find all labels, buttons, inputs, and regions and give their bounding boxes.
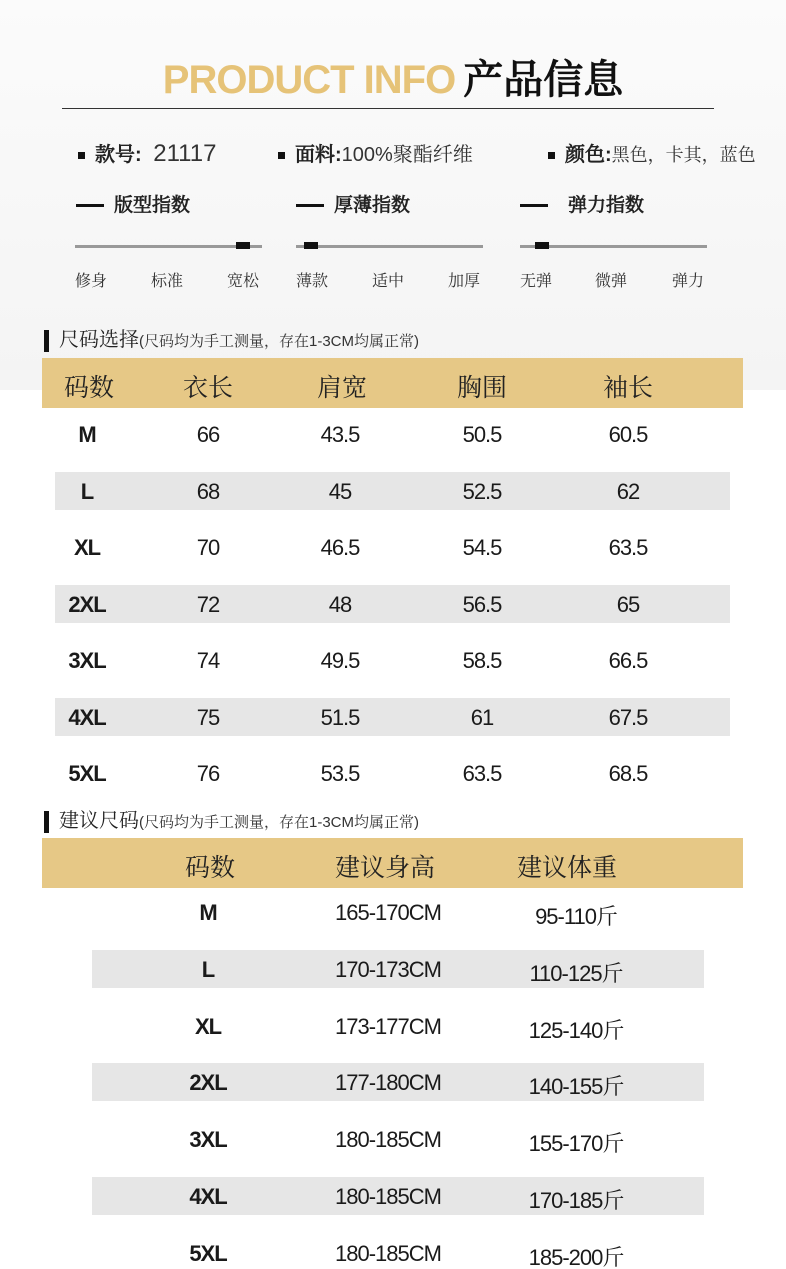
table-cell: 63.5 [608, 535, 648, 560]
table-cell: 45 [328, 478, 352, 504]
size-cell: 4XL [189, 1184, 227, 1209]
table-cell: 180-185CM [335, 1240, 441, 1266]
gauge-label: 微弹 [595, 273, 628, 290]
size-cell: XL [194, 1013, 222, 1039]
info-value: 100%聚酯纤维 [341, 144, 473, 166]
gauge-label: 适中 [372, 273, 405, 290]
table-cell: 51.5 [320, 704, 360, 730]
bullet-icon [78, 152, 85, 159]
table-row [92, 1234, 704, 1269]
size-cell: 3XL [189, 1127, 227, 1153]
table-cell: 185-200斤 [528, 1244, 624, 1269]
title-english: PRODUCT INFO [162, 58, 456, 102]
gauge-label: 宽松 [227, 273, 260, 290]
size-cell: L [80, 478, 94, 504]
table-row [55, 754, 730, 792]
table-cell: 53.5 [320, 761, 360, 786]
size-cell: 5XL [189, 1240, 227, 1266]
page-title [0, 48, 786, 105]
size-cell: 2XL [189, 1070, 227, 1096]
gauge-title-text: 厚薄指数 [334, 195, 411, 216]
table-cell: 180-185CM [335, 1127, 441, 1153]
size-cell: XL [73, 535, 101, 560]
table-cell: 125-140斤 [528, 1017, 624, 1043]
info-style-no [78, 138, 216, 168]
table-cell: 61 [470, 704, 494, 730]
gauge-track [75, 245, 262, 248]
info-fabric [278, 138, 473, 167]
table-row [92, 893, 704, 931]
table-row [92, 1177, 704, 1215]
bullet-icon [548, 152, 555, 159]
dash-icon [76, 204, 104, 207]
gauge-track [296, 245, 483, 248]
gauge-label: 修身 [75, 273, 108, 290]
section-note: (尺码均为手工测量，存在1-3CM均属正常) [139, 333, 419, 350]
table-cell: 62 [616, 478, 640, 504]
table-row [55, 641, 730, 679]
title-divider [62, 108, 714, 109]
table-cell: 52.5 [462, 478, 502, 504]
table-cell: 49.5 [320, 648, 360, 673]
table-cell: 67.5 [608, 704, 648, 730]
info-label: 面料: [295, 144, 342, 166]
info-value: 黑色，卡其，蓝色 [611, 145, 756, 165]
table-cell: 76 [196, 761, 220, 786]
info-value: 21117 [153, 140, 217, 167]
gauge-title [76, 190, 190, 217]
column-header: 码数 [63, 374, 115, 402]
table-cell: 177-180CM [335, 1070, 441, 1096]
table-cell: 68.5 [608, 761, 648, 786]
section-title-text: 尺码选择 [59, 329, 139, 351]
suggest-section-title [44, 804, 419, 833]
table-cell: 155-170斤 [528, 1131, 624, 1157]
table-cell: 68 [196, 478, 220, 504]
table-row [55, 585, 730, 623]
table-cell: 58.5 [462, 648, 502, 673]
size-cell: 2XL [68, 591, 106, 617]
table-row [55, 472, 730, 510]
gauge-marker [236, 242, 250, 249]
bullet-icon [278, 152, 285, 159]
section-bar-icon [44, 811, 49, 833]
column-header: 衣长 [182, 374, 234, 402]
table-row [92, 1063, 704, 1101]
size-cell: 3XL [68, 648, 106, 673]
table-cell: 70 [196, 535, 220, 560]
gauge-label: 弹力 [672, 273, 705, 290]
table-row [55, 528, 730, 566]
table-cell: 170-185斤 [528, 1188, 624, 1213]
table-cell: 66.5 [608, 648, 648, 673]
size-cell: 5XL [68, 761, 106, 786]
table-cell: 75 [196, 704, 220, 730]
gauge-label: 加厚 [448, 273, 481, 290]
gauge-title [296, 190, 410, 217]
table-cell: 110-125斤 [529, 960, 623, 986]
table-cell: 48 [328, 591, 352, 617]
dash-icon [296, 204, 324, 207]
table-cell: 60.5 [608, 422, 648, 447]
info-label: 颜色: [565, 144, 612, 166]
info-label: 款号: [95, 144, 142, 166]
table-cell: 43.5 [320, 422, 360, 447]
gauge-label: 薄款 [296, 273, 329, 290]
gauge-marker [304, 242, 318, 249]
table-cell: 46.5 [320, 535, 360, 560]
table-cell: 180-185CM [335, 1184, 441, 1209]
size-table-header [42, 358, 743, 408]
info-color [548, 138, 756, 167]
size-cell: M [199, 900, 217, 925]
table-cell: 140-155斤 [528, 1074, 624, 1100]
size-section-title [44, 323, 419, 352]
gauge-title [520, 190, 644, 217]
column-header: 建议身高 [334, 854, 436, 882]
column-header: 肩宽 [316, 374, 368, 402]
column-header: 码数 [184, 854, 236, 882]
table-cell: 63.5 [462, 761, 502, 786]
table-cell: 170-173CM [335, 956, 441, 982]
table-cell: 74 [196, 648, 220, 673]
size-cell: M [78, 422, 96, 447]
title-chinese: 产品信息 [463, 58, 624, 102]
gauge-title-text: 版型指数 [114, 195, 191, 216]
table-row [92, 950, 704, 988]
dash-icon [520, 204, 548, 207]
table-cell: 56.5 [462, 591, 502, 617]
size-cell: L [201, 956, 215, 982]
column-header: 胸围 [456, 374, 508, 402]
column-header: 建议体重 [516, 854, 618, 882]
gauge-title-text: 弹力指数 [568, 195, 645, 216]
section-title-text: 建议尺码 [59, 810, 139, 832]
table-cell: 165-170CM [335, 900, 441, 925]
gauge-marker [535, 242, 549, 249]
table-cell: 54.5 [462, 535, 502, 560]
table-row [92, 1120, 704, 1158]
gauge-label: 无弹 [520, 273, 553, 290]
table-cell: 72 [196, 591, 220, 617]
column-header: 袖长 [602, 374, 654, 402]
table-cell: 50.5 [462, 422, 502, 447]
table-row [92, 1007, 704, 1045]
suggest-table-header [42, 838, 743, 888]
size-cell: 4XL [68, 704, 106, 730]
table-cell: 65 [616, 591, 640, 617]
gauge-label: 标准 [151, 273, 184, 290]
table-row [55, 415, 730, 453]
table-cell: 66 [196, 422, 220, 447]
table-cell: 173-177CM [335, 1013, 441, 1039]
table-row [55, 698, 730, 736]
table-cell: 95-110斤 [535, 904, 617, 929]
section-note: (尺码均为手工测量，存在1-3CM均属正常) [139, 814, 419, 831]
section-bar-icon [44, 330, 49, 352]
